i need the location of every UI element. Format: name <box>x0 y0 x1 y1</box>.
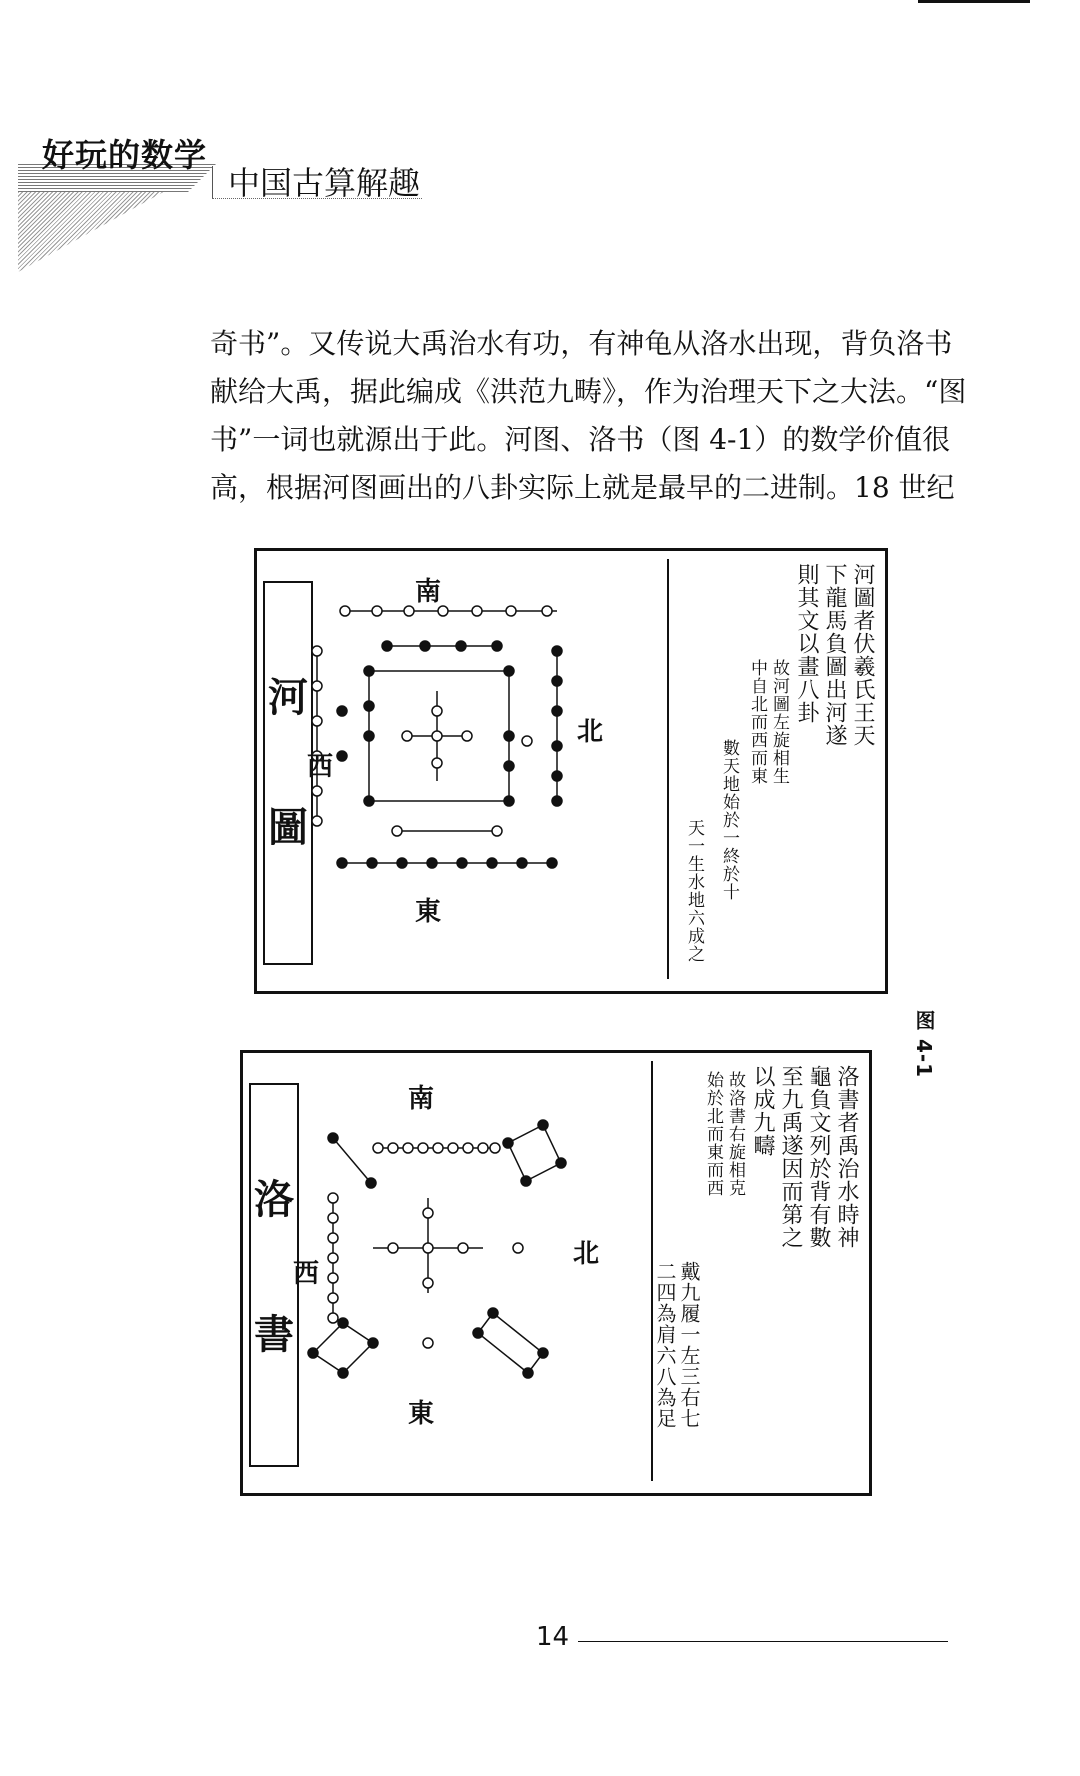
body-paragraph <box>210 320 970 512</box>
hetu-text-col-3: 則其文以畫八卦 <box>794 563 819 724</box>
luoshu-text-panel <box>651 1061 863 1481</box>
body-line-4: 高，根据河图画出的八卦实际上就是最早的二进制。18 世纪 <box>210 471 955 504</box>
luoshu-text-col-7: 戴九履一左三右七 <box>677 1261 701 1429</box>
luoshu-text-col-6: 始於北而東而西 <box>703 1071 723 1197</box>
hetu-text-col-7: 天一生水地六成之 <box>684 819 704 963</box>
hetu-east-label: 東 <box>415 897 442 927</box>
subtitle-divider <box>212 166 213 198</box>
hetu-text-panel <box>667 559 879 979</box>
body-line-3: 书”一词也就源出于此。河图、洛书（图 4-1）的数学价值很 <box>210 423 951 456</box>
hetu-west-label: 西 <box>307 752 334 782</box>
luoshu-west-label: 西 <box>293 1259 320 1289</box>
luoshu-south-label: 南 <box>408 1084 435 1114</box>
luoshu-text-col-1: 洛書者禹治水時神 <box>834 1065 859 1249</box>
luoshu-text-col-4: 以成九疇 <box>750 1065 775 1157</box>
luoshu-text-col-5: 故洛書右旋相克 <box>725 1071 745 1197</box>
page-number: 14 <box>536 1622 570 1652</box>
luoshu-east-label: 東 <box>408 1399 435 1429</box>
luoshu-north-label: 北 <box>573 1239 600 1269</box>
luoshu-banner-char-1: 洛 <box>254 1176 294 1223</box>
body-line-2: 献给大禹，据此编成《洪范九畴》，作为治理天下之大法。“图 <box>210 375 967 408</box>
hetu-text-col-6: 數天地始於一終於十 <box>719 739 739 901</box>
hetu-text-col-1: 河圖者伏羲氏王天 <box>850 563 875 747</box>
luoshu-banner-char-2: 書 <box>254 1311 294 1358</box>
book-title: 中国古算解趣 <box>228 164 421 202</box>
hetu-text-col-4: 故河圖左旋相生 <box>769 659 789 785</box>
luoshu-figure <box>240 1050 872 1496</box>
footer-rule <box>578 1641 948 1642</box>
hetu-banner-char-1: 河 <box>268 674 308 721</box>
figure-caption: 图 4-1 <box>912 1010 936 1079</box>
body-line-1: 奇书”。又传说大禹治水有功，有神龟从洛水出现，背负洛书 <box>210 327 953 360</box>
series-title: 好玩的数学 <box>42 136 208 174</box>
hetu-text-col-2: 下龍馬負圖出河遂 <box>822 563 847 747</box>
luoshu-text-col-2: 龜負文列於背有數 <box>806 1065 831 1249</box>
hetu-text-col-5: 中自北而西而東 <box>747 659 767 785</box>
hetu-figure <box>254 548 888 994</box>
hetu-south-label: 南 <box>415 577 442 607</box>
hetu-north-label: 北 <box>577 717 604 747</box>
luoshu-text-col-8: 二四為肩六八為足 <box>653 1261 677 1429</box>
subtitle-dotted-rule <box>212 198 422 199</box>
top-corner-rule <box>918 0 1030 3</box>
luoshu-text-col-3: 至九禹遂因而第之 <box>778 1065 803 1249</box>
hetu-banner-char-2: 圖 <box>268 804 308 851</box>
